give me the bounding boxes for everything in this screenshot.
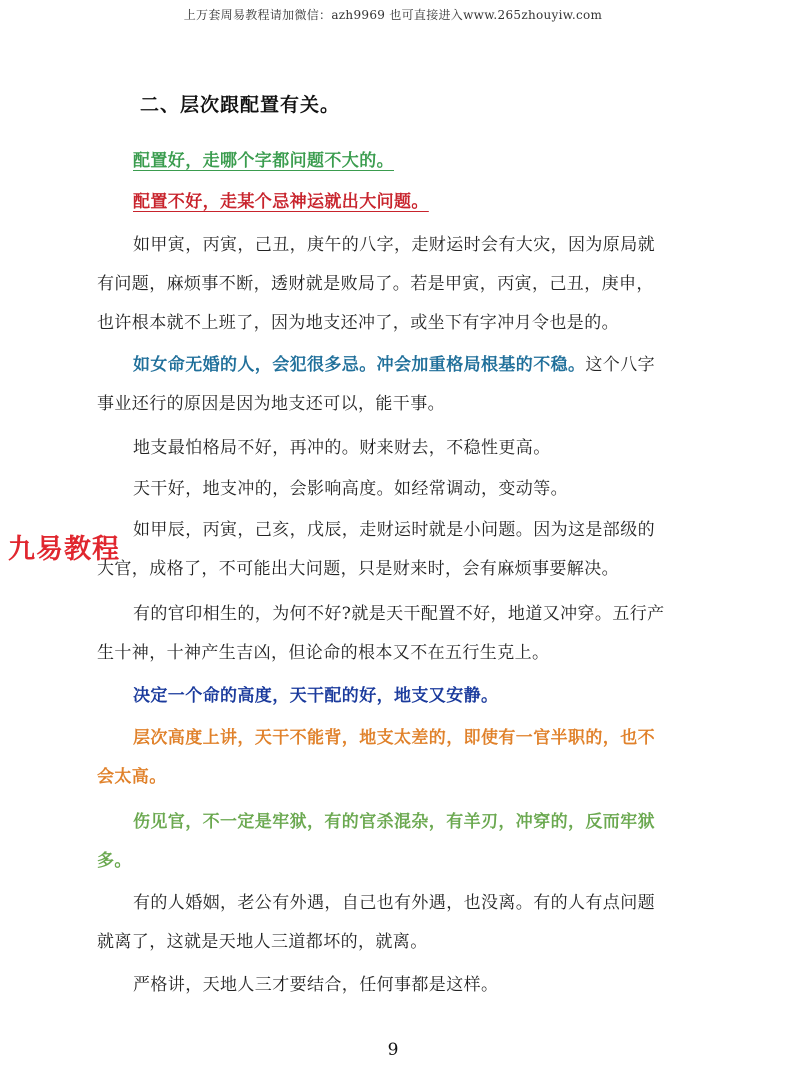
paragraph-line: 有的官印相生的，为何不好?就是天干配置不好，地道又冲穿。五行产 (133, 604, 665, 624)
paragraph-tiangan-good (97, 470, 697, 509)
watermark-logo: 九易教程 (8, 534, 120, 565)
paragraph-dizhi-fear (97, 429, 697, 468)
paragraph-config-bad (97, 183, 697, 222)
paragraph-line: 多。 (97, 851, 132, 871)
paragraph-shangguan (97, 803, 697, 881)
paragraph-line: 地支最怕格局不好，再冲的。财来财去，不稳性更高。 (133, 438, 551, 458)
paragraph-line: 如甲辰，丙寅，己亥，戊辰，走财运时就是小问题。因为这是部级的 (133, 520, 655, 540)
paragraph-config-good (97, 142, 697, 181)
paragraph-line: 天干好，地支冲的，会影响高度。如经常调动，变动等。 (133, 479, 568, 499)
paragraph-line: 就离了，这就是天地人三道都坏的，就离。 (97, 932, 428, 952)
paragraph-line: 也许根本就不上班了，因为地支还冲了，或坐下有字冲月令也是的。 (97, 313, 619, 333)
paragraph-line: 如甲寅，丙寅，己丑，庚午的八字，走财运时会有大灾，因为原局就 (133, 235, 655, 255)
paragraph-line: 生十神，十神产生吉凶，但论命的根本又不在五行生克上。 (97, 643, 550, 663)
paragraph-line: 决定一个命的高度，天干配的好，地支又安静。 (133, 686, 499, 706)
paragraph-strictly (97, 966, 697, 1005)
paragraph-line: 配置不好，走某个忌神运就出大问题。 (133, 192, 429, 212)
paragraph-line: 严格讲，天地人三才要结合，任何事都是这样。 (133, 975, 499, 995)
paragraph-example-jiachen (97, 511, 697, 589)
paragraph-line: 层次高度上讲，天干不能背，地支太差的，即使有一官半职的，也不 (133, 728, 655, 748)
paragraph-marriage (97, 884, 697, 962)
paragraph-line: 会太高。 (97, 767, 167, 787)
paragraph-line: 有的人婚姻，老公有外遇，自己也有外遇，也没离。有的人有点问题 (133, 893, 655, 913)
paragraph-line: 事业还行的原因是因为地支还可以，能干事。 (97, 394, 445, 414)
paragraph-level-height (97, 719, 697, 797)
paragraph-guanyin (97, 595, 697, 673)
paragraph-line (97, 346, 697, 385)
section-title: 二、层次跟配置有关。 (140, 94, 341, 116)
page-number: 9 (387, 1040, 399, 1060)
paragraph-female-no-marriage (97, 346, 697, 424)
paragraph-line: 有问题，麻烦事不断，透财就是败局了。若是甲寅，丙寅，己丑，庚申， (97, 274, 654, 294)
paragraph-example-jiayin (97, 226, 697, 343)
plain-text: 这个八字 (585, 355, 656, 375)
highlighted-text: 如女命无婚的人，会犯很多忌。冲会加重格局根基的不稳。 (133, 355, 586, 375)
paragraph-line: 配置好，走哪个字都问题不大的。 (133, 151, 394, 171)
paragraph-determine-height (97, 677, 697, 716)
paragraph-line: 伤见官，不一定是牢狱，有的官杀混杂，有羊刃，冲穿的，反而牢狱 (133, 812, 655, 832)
paragraph-line: 大官，成格了，不可能出大问题，只是财来时，会有麻烦事要解决。 (97, 559, 619, 579)
header-banner: 上万套周易教程请加微信：azh9969 也可直接进入www.265zhouyiw.com (183, 8, 603, 22)
